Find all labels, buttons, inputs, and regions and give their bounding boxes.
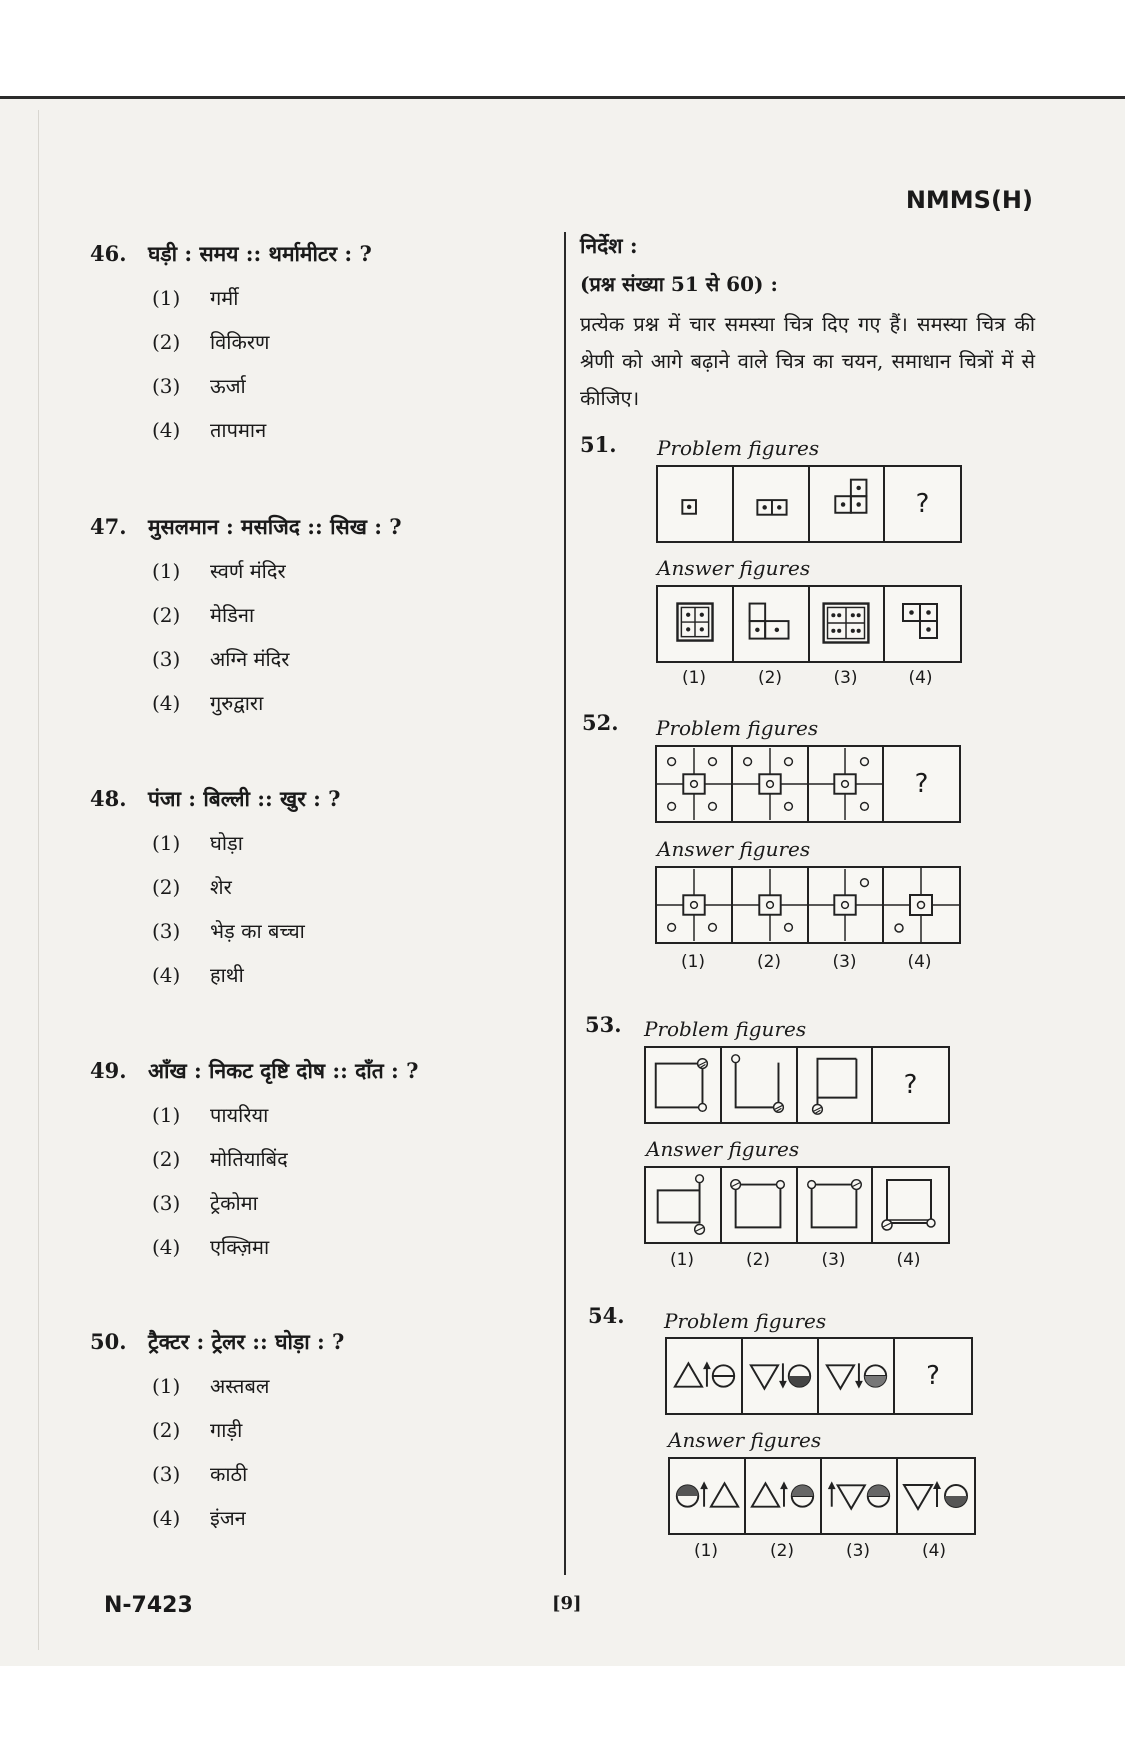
question-mark: ? (903, 1070, 918, 1100)
problem-figures-label: Problem figures (657, 436, 820, 460)
answer-figure-1[interactable] (646, 1168, 722, 1242)
question-text: ट्रैक्टर : ट्रेलर :: घोड़ा : ? (148, 1329, 345, 1354)
answer-number-1: (1) (693, 1541, 719, 1561)
question-47 (90, 513, 530, 717)
problem-figure-4 (885, 467, 960, 541)
answer-figure-1[interactable] (658, 587, 734, 661)
question-number: 50. (90, 1329, 127, 1354)
problem-figure-3 (809, 747, 884, 821)
option-4[interactable]: (4) तापमान (152, 418, 267, 442)
page-top-border (0, 96, 1125, 99)
answer-figure-1[interactable] (670, 1459, 746, 1533)
option-4[interactable]: (4) इंजन (152, 1506, 246, 1530)
directions-subtitle: (प्रश्न संख्या 51 से 60) : (580, 272, 778, 296)
answer-number-3: (3) (832, 952, 857, 972)
answer-numbers (656, 668, 958, 688)
question-number: 48. (90, 786, 127, 811)
directions-title: निर्देश : (580, 233, 638, 258)
answer-figure-2[interactable] (733, 868, 809, 942)
problem-figure-3 (819, 1339, 895, 1413)
question-49 (90, 1057, 530, 1261)
directions-body: प्रत्येक प्रश्न में चार समस्या चित्र दिए गए हैं। समस्या चित्र की श्रेणी को आगे बढ़ाने वाले चित्र का चयन, समाधान चित्रों में से कीजिए। (580, 312, 1035, 410)
question-mark: ? (926, 1361, 940, 1391)
column-divider (564, 232, 566, 1575)
option-3[interactable]: (3) अग्नि मंदिर (152, 647, 290, 671)
problem-figure-4 (895, 1339, 971, 1413)
answer-figure-2[interactable] (746, 1459, 822, 1533)
answer-figures-label: Answer figures (657, 556, 811, 580)
answer-figure-2[interactable] (734, 587, 810, 661)
answer-figure-3[interactable] (822, 1459, 898, 1533)
option-4[interactable]: (4) एक्ज़िमा (152, 1235, 270, 1259)
question-text: पंजा : बिल्ली :: खुर : ? (148, 786, 341, 811)
question-mark: ? (914, 769, 929, 799)
answer-figure-4[interactable] (884, 868, 959, 942)
option-3[interactable]: (3) काठी (152, 1462, 248, 1486)
question-46 (90, 240, 530, 444)
answer-number-1: (1) (680, 952, 706, 972)
answer-number-2: (2) (757, 668, 783, 688)
question-number: 52. (582, 710, 619, 735)
answer-figures-row (656, 585, 962, 663)
answer-figures-label: Answer figures (646, 1137, 800, 1161)
answer-numbers (644, 1250, 946, 1270)
option-3[interactable]: (3) ऊर्जा (152, 374, 246, 398)
option-1[interactable]: (1) पायरिया (152, 1103, 269, 1127)
answer-figure-4[interactable] (898, 1459, 974, 1533)
option-2[interactable]: (2) शेर (152, 875, 232, 899)
answer-number-3: (3) (833, 668, 858, 688)
problem-figures-label: Problem figures (644, 1017, 807, 1041)
question-text: घड़ी : समय :: थर्मामीटर : ? (148, 241, 372, 266)
paper-code-footer: N-7423 (104, 1593, 193, 1618)
question-48 (90, 785, 530, 989)
page-left-edge (38, 110, 39, 1650)
problem-figure-1 (646, 1048, 722, 1122)
answer-figure-2[interactable] (722, 1168, 798, 1242)
problem-figure-4 (873, 1048, 948, 1122)
answer-number-2: (2) (745, 1250, 771, 1270)
option-2[interactable]: (2) मोतियाबिंद (152, 1147, 288, 1171)
problem-figures-label: Problem figures (664, 1309, 827, 1333)
question-number: 54. (588, 1303, 625, 1328)
problem-figure-3 (798, 1048, 873, 1122)
option-2[interactable]: (2) गाड़ी (152, 1418, 243, 1442)
option-1[interactable]: (1) अस्तबल (152, 1374, 270, 1398)
question-number: 53. (585, 1012, 622, 1037)
answer-figures-label: Answer figures (668, 1428, 822, 1452)
problem-figure-2 (734, 467, 810, 541)
answer-figures-label: Answer figures (657, 837, 811, 861)
question-text: मुसलमान : मसजिद :: सिख : ? (148, 514, 402, 539)
option-4[interactable]: (4) हाथी (152, 963, 244, 987)
answer-figures-row (668, 1457, 976, 1535)
question-mark: ? (915, 489, 930, 519)
option-4[interactable]: (4) गुरुद्वारा (152, 691, 264, 715)
answer-number-1: (1) (669, 1250, 695, 1270)
problem-figures-row (655, 745, 961, 823)
answer-number-4: (4) (921, 1541, 947, 1561)
answer-number-4: (4) (896, 1250, 921, 1270)
answer-figure-1[interactable] (657, 868, 733, 942)
question-number: 49. (90, 1058, 127, 1083)
answer-number-2: (2) (769, 1541, 795, 1561)
question-number: 46. (90, 241, 127, 266)
answer-number-1: (1) (681, 668, 707, 688)
answer-number-4: (4) (907, 952, 932, 972)
problem-figure-1 (658, 467, 734, 541)
question-text: आँख : निकट दृष्टि दोष :: दाँत : ? (148, 1058, 419, 1083)
problem-figure-1 (657, 747, 733, 821)
problem-figure-1 (667, 1339, 743, 1413)
option-3[interactable]: (3) ट्रेकोमा (152, 1191, 258, 1215)
problem-figures-label: Problem figures (656, 716, 819, 740)
answer-number-4: (4) (908, 668, 933, 688)
answer-numbers (668, 1541, 972, 1561)
answer-number-3: (3) (821, 1250, 846, 1270)
option-1[interactable]: (1) गर्मी (152, 286, 239, 310)
problem-figures-row (656, 465, 962, 543)
option-2[interactable]: (2) विकिरण (152, 330, 270, 354)
question-50 (90, 1328, 530, 1532)
problem-figure-2 (722, 1048, 798, 1122)
answer-numbers (655, 952, 957, 972)
answer-figure-3[interactable] (809, 868, 884, 942)
answer-number-2: (2) (756, 952, 782, 972)
problem-figure-2 (743, 1339, 819, 1413)
problem-figure-4 (884, 747, 959, 821)
problem-figure-2 (733, 747, 809, 821)
problem-figures-row (644, 1046, 950, 1124)
option-2[interactable]: (2) मेडिना (152, 603, 255, 627)
question-number: 51. (580, 432, 617, 457)
paper-code-header: NMMS(H) (905, 186, 1033, 214)
question-number: 47. (90, 514, 127, 539)
answer-figure-3[interactable] (798, 1168, 873, 1242)
answer-figures-row (644, 1166, 950, 1244)
answer-number-3: (3) (845, 1541, 871, 1561)
option-1[interactable]: (1) घोड़ा (152, 831, 243, 855)
answer-figure-4[interactable] (873, 1168, 948, 1242)
problem-figures-row (665, 1337, 973, 1415)
option-1[interactable]: (1) स्वर्ण मंदिर (152, 559, 286, 583)
page-number: [9] (552, 1593, 582, 1614)
option-3[interactable]: (3) भेड़ का बच्चा (152, 919, 305, 943)
problem-figure-3 (810, 467, 885, 541)
answer-figure-3[interactable] (810, 587, 885, 661)
answer-figures-row (655, 866, 961, 944)
answer-figure-4[interactable] (885, 587, 960, 661)
